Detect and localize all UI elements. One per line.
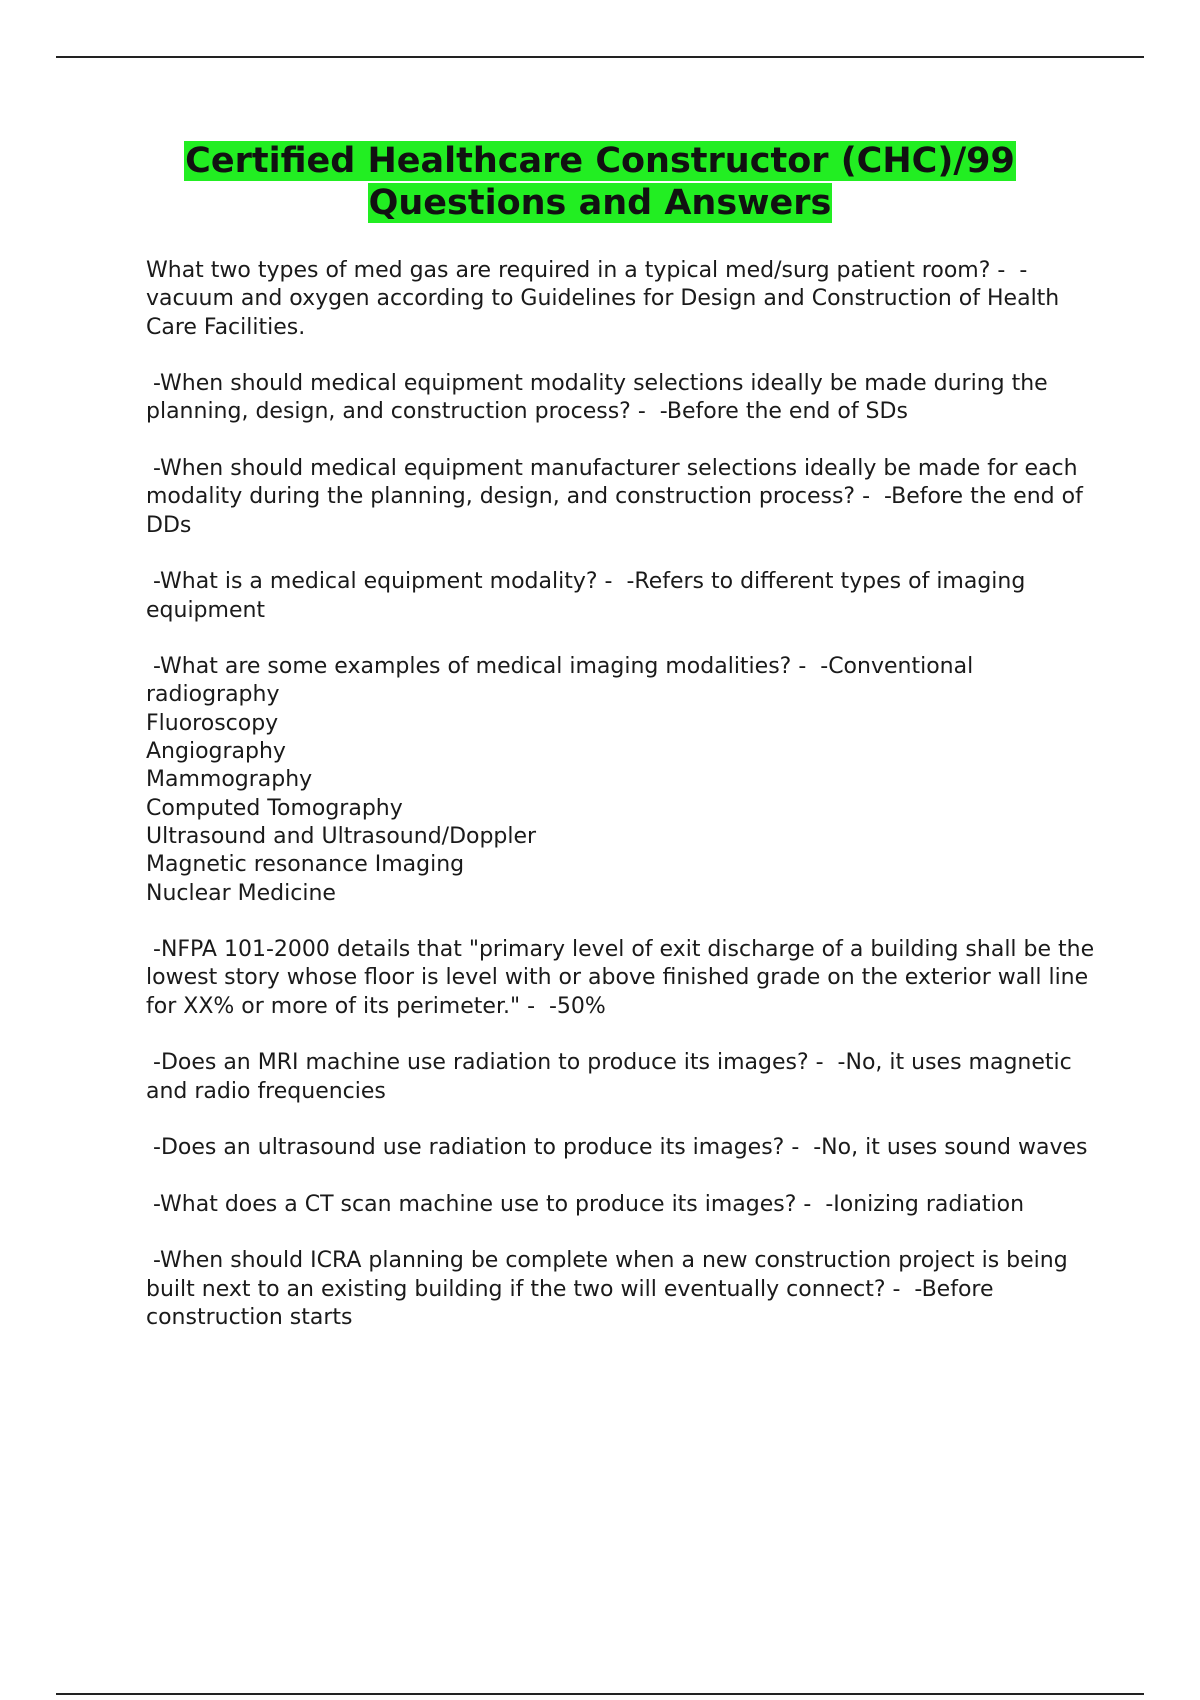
qa-entry-7: -Does an MRI machine use radiation to produce its images? - -No, it uses magnetic and radio frequencies	[146, 1050, 1079, 1104]
qa-entry-8: -Does an ultrasound use radiation to produce its images? - -No, it uses sound waves	[146, 1135, 1088, 1161]
qa-entry-10: -When should ICRA planning be complete when a new construction project is being built next to an existing building if the two will eventually connect? - -Before construction starts	[146, 1248, 1075, 1330]
qa-entry-6: -NFPA 101-2000 details that "primary level of exit discharge of a building shall be the lowest story whose floor is level with or above finished grade on the exterior wall line for XX% or more of its perimeter." - -50%	[146, 937, 1102, 1019]
qa-entry-5: -What are some examples of medical imaging modalities? - -Conventional radiography Fluoroscopy Angiography Mammography Computed Tomography Ultrasound and Ultrasound/Doppler Magnetic resonance Imaging Nuclear Medicine	[146, 654, 974, 906]
top-divider	[56, 56, 1144, 58]
qa-list	[146, 257, 1106, 1361]
qa-entry-3: -When should medical equipment manufacturer selections ideally be made for each modality during the planning, design, and construction process? - -Before the end of DDs	[146, 456, 1090, 538]
qa-entry-4: -What is a medical equipment modality? - -Refers to different types of imaging equipment	[146, 569, 1033, 623]
qa-entry-9: -What does a CT scan machine use to produce its images? - -Ionizing radiation	[146, 1191, 1025, 1217]
qa-entry-1: What two types of med gas are required in a typical med/surg patient room? - -vacuum and oxygen according to Guidelines for Design and Construction of Health Care Facilities.	[146, 258, 1067, 340]
title-line-1: Certified Healthcare Constructor (CHC)/99	[185, 141, 1015, 181]
document-title	[56, 140, 1144, 224]
qa-entry-2: -When should medical equipment modality selections ideally be made during the planning, design, and construction process? - -Before the end of SDs	[146, 371, 1055, 425]
bottom-divider	[56, 1693, 1144, 1695]
title-line-2: Questions and Answers	[368, 183, 832, 223]
